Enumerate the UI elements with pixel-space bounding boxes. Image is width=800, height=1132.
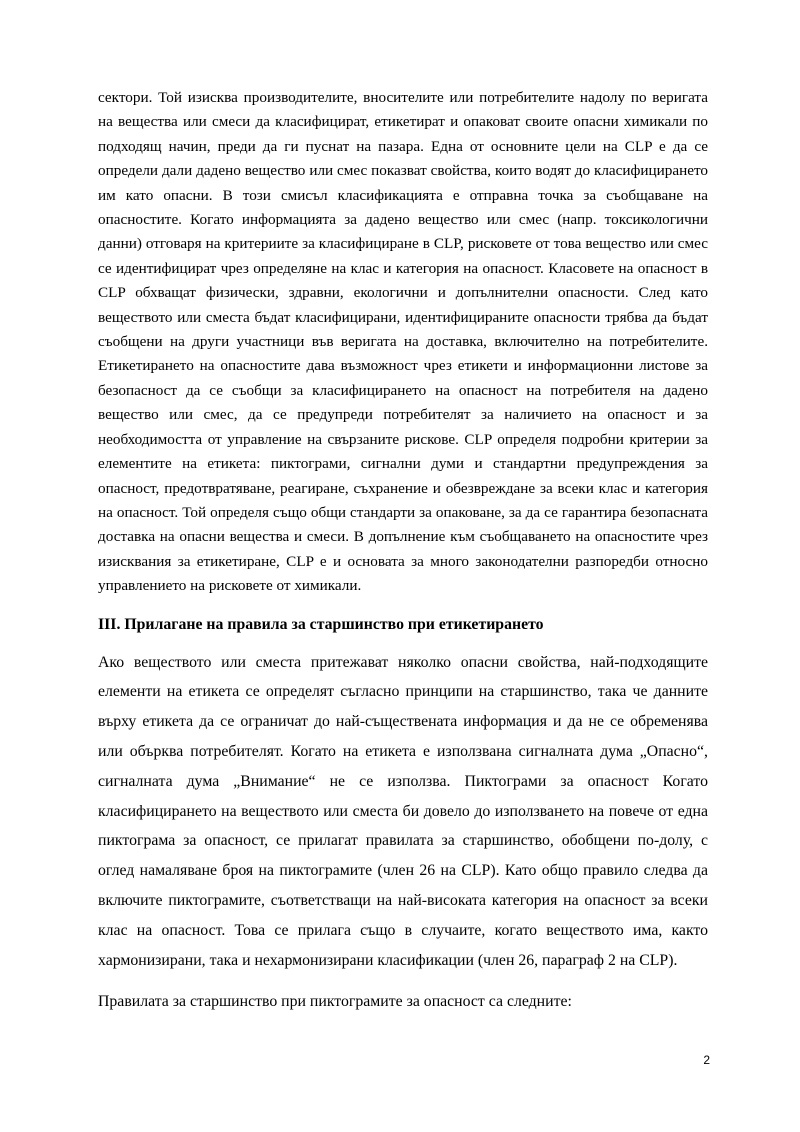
section-heading: III. Прилагане на правила за старшинство при етикетирането <box>98 615 544 633</box>
body-paragraph-precedence: Ако веществото или сместа притежават няколко опасни свойства, най-подходящите елементи на етикета се определят съгласно принципи на старшинство, така че данните върху етикета да се ограничат до най-съществената информация и да не се обременява или обърква потребителят. Когато на етикета е използвана сигналната дума „Опасно“, сигналната дума „Внимание“ не се използва. Пиктограми за опасност Когато класифицирането на веществото или сместа би довело до използването на повече от една пиктограма за опасност, се прилагат правилата за старшинство, обобщени по-долу, с оглед намаляване броя на пиктограмите (член 26 на CLP). Като общо правило следва да включите пиктограмите, съответстващи на най-високата категория на опасност за всеки клас на опасност. Това се прилага също в случаите, когато веществото има, както хармонизирани, така и нехармонизирани класификации (член 26, параграф 2 на CLP). <box>98 653 708 969</box>
body-paragraph-clp-overview: сектори. Той изисква производителите, вносителите или потребителите надолу по веригата на вещества или смеси да класифицират, етикетират и опаковат своите опасни химикали по подходящ начин, преди да ги пуснат на пазара. Една от основните цели на CLP е да се определи дали дадено вещество или смес показват свойства, които водят до класифицирането им като опасни. В този смисъл класификацията е отправна точка за съобщаване на опасностите. Когато информацията за дадено вещество или смес (напр. токсикологични данни) отговаря на критериите за класифициране в CLP, рисковете от това вещество или смес се идентифицират чрез определяне на клас и категория на опасност. Класовете на опасност в CLP обхващат физически, здравни, екологични и допълнителни опасности. След като веществото или сместа бъдат класифицирани, идентифицираните опасности трябва да бъдат съобщени на други участници във веригата на доставка, включително на потребителите. Етикетирането на опасностите дава възможност чрез етикети и информационни листове за безопасност да се съобщи за класифицирането на опасност на потребителя на дадено вещество или смес, да се предупреди потребителят за наличието на опасност и за необходимостта от управление на свързаните рискове. CLP определя подробни критерии за елементите на етикета: пиктограми, сигнални думи и стандартни предупреждения за опасност, предотвратяване, реагиране, съхранение и обезвреждане за всеки клас и категория на опасност. Той определя също общи стандарти за опаковане, за да се гарантира безопасната доставка на опасни вещества и смеси. В допълнение към съобщаването на опасностите чрез изисквания за етикетиране, CLP е и основата за много законодателни разпоредби относно управлението на рисковете от химикали. <box>98 89 708 595</box>
document-page <box>98 86 708 1015</box>
body-paragraph-rules-intro: Правилата за старшинство при пиктограмите за опасност са следните: <box>98 993 572 1011</box>
page-number: 2 <box>703 1053 710 1067</box>
